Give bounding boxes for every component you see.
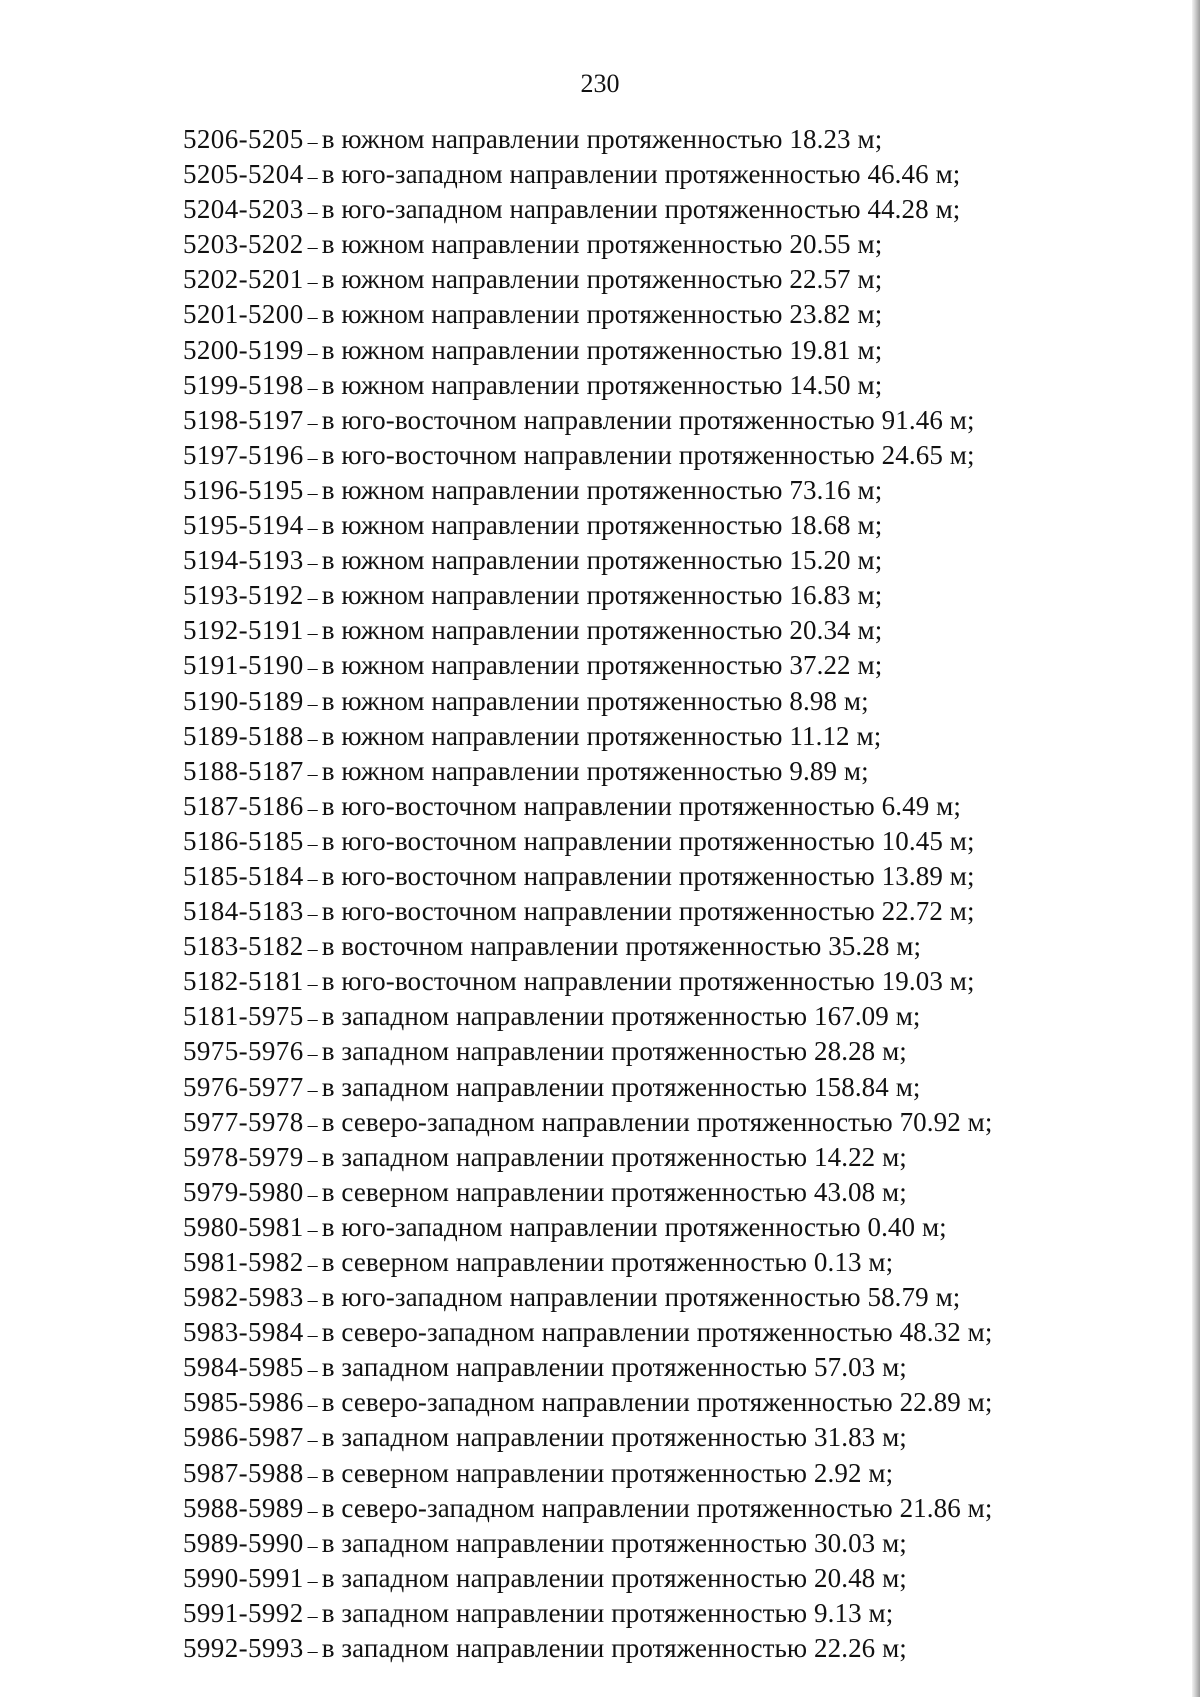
segment-description: в западном направлении протяженностью 57.03 м; bbox=[321, 1352, 907, 1383]
segment-description: в южном направлении протяженностью 14.50 м; bbox=[321, 369, 883, 400]
segment-description: в южном направлении протяженностью 73.16 м; bbox=[321, 474, 883, 505]
segment-point-range: 5200-5199 bbox=[183, 334, 304, 365]
boundary-segment-line bbox=[183, 1035, 992, 1070]
boundary-segment-line bbox=[183, 930, 992, 965]
segment-description: в западном направлении протяженностью 22.26 м; bbox=[321, 1633, 907, 1664]
segment-point-range: 5202-5201 bbox=[183, 264, 304, 295]
segment-dash: – bbox=[307, 797, 318, 820]
segment-point-range: 5982-5983 bbox=[183, 1282, 304, 1313]
segment-description: в западном направлении протяженностью 167.09 м; bbox=[321, 1001, 921, 1032]
boundary-segment-line bbox=[183, 1597, 992, 1632]
segment-description: в западном направлении протяженностью 28.28 м; bbox=[321, 1036, 907, 1067]
segment-dash: – bbox=[307, 1078, 318, 1101]
segment-point-range: 5204-5203 bbox=[183, 194, 304, 225]
boundary-segment-line bbox=[183, 1000, 992, 1035]
boundary-segment-line bbox=[183, 1492, 992, 1527]
segment-description: в южном направлении протяженностью 20.34 м; bbox=[321, 615, 883, 646]
segment-dash: – bbox=[307, 1148, 318, 1171]
segment-description: в северном направлении протяженностью 43.08 м; bbox=[321, 1176, 907, 1207]
boundary-segment-line bbox=[183, 860, 992, 895]
segment-dash: – bbox=[307, 1183, 318, 1206]
segment-dash: – bbox=[307, 271, 318, 294]
boundary-segment-line bbox=[183, 579, 992, 614]
segment-point-range: 5199-5198 bbox=[183, 369, 304, 400]
boundary-segment-line bbox=[183, 614, 992, 649]
boundary-segment-line bbox=[183, 439, 992, 474]
segment-description: в западном направлении протяженностью 30.03 м; bbox=[321, 1527, 907, 1558]
boundary-segment-line bbox=[183, 1562, 992, 1597]
segment-description: в юго-западном направлении протяженностью 44.28 м; bbox=[321, 194, 961, 225]
segment-dash: – bbox=[307, 1218, 318, 1241]
segment-dash: – bbox=[307, 1324, 318, 1347]
boundary-segment-line bbox=[183, 1176, 992, 1211]
segment-description: в северо-западном направлении протяженностью 48.32 м; bbox=[321, 1317, 993, 1348]
scan-page-edge bbox=[1192, 0, 1200, 1697]
boundary-segment-line bbox=[183, 1386, 992, 1421]
page-number: 230 bbox=[580, 69, 620, 98]
segment-dash: – bbox=[307, 622, 318, 645]
boundary-segment-line bbox=[183, 1457, 992, 1492]
boundary-segment-line bbox=[183, 1351, 992, 1386]
segment-description: в южном направлении протяженностью 8.98 м; bbox=[321, 685, 869, 716]
boundary-segment-line bbox=[183, 228, 992, 263]
segment-dash: – bbox=[307, 727, 318, 750]
segment-dash: – bbox=[307, 201, 318, 224]
segment-dash: – bbox=[307, 1640, 318, 1663]
segment-point-range: 5196-5195 bbox=[183, 474, 304, 505]
segment-point-range: 5188-5187 bbox=[183, 755, 304, 786]
segment-point-range: 5201-5200 bbox=[183, 299, 304, 330]
boundary-segment-line bbox=[183, 790, 992, 825]
segment-point-range: 5988-5989 bbox=[183, 1492, 304, 1523]
segment-dash: – bbox=[307, 306, 318, 329]
segment-description: в южном направлении протяженностью 11.12 м; bbox=[321, 720, 882, 751]
segment-description: в юго-восточном направлении протяженностью 13.89 м; bbox=[321, 860, 975, 891]
segment-dash: – bbox=[307, 411, 318, 434]
segment-dash: – bbox=[307, 1043, 318, 1066]
segment-dash: – bbox=[307, 1604, 318, 1627]
segment-dash: – bbox=[307, 517, 318, 540]
segment-point-range: 5193-5192 bbox=[183, 580, 304, 611]
segment-description: в северо-западном направлении протяженностью 21.86 м; bbox=[321, 1492, 993, 1523]
boundary-segment-line bbox=[183, 123, 992, 158]
boundary-segment-line bbox=[183, 404, 992, 439]
boundary-segment-line bbox=[183, 720, 992, 755]
segment-point-range: 5978-5979 bbox=[183, 1141, 304, 1172]
segment-point-range: 5979-5980 bbox=[183, 1176, 304, 1207]
segment-point-range: 5195-5194 bbox=[183, 510, 304, 541]
boundary-segment-line bbox=[183, 649, 992, 684]
boundary-segment-line bbox=[183, 1141, 992, 1176]
segment-description: в западном направлении протяженностью 158.84 м; bbox=[321, 1071, 921, 1102]
segment-description: в южном направлении протяженностью 23.82 м; bbox=[321, 299, 883, 330]
boundary-segment-line bbox=[183, 1211, 992, 1246]
segment-description: в южном направлении протяженностью 19.81 м; bbox=[321, 334, 883, 365]
segment-dash: – bbox=[307, 1534, 318, 1557]
boundary-segment-line bbox=[183, 1421, 992, 1456]
segment-description: в западном направлении протяженностью 31.83 м; bbox=[321, 1422, 907, 1453]
boundary-segment-line bbox=[183, 1071, 992, 1106]
boundary-segment-line bbox=[183, 895, 992, 930]
segment-dash: – bbox=[307, 1499, 318, 1522]
segment-description: в южном направлении протяженностью 20.55 м; bbox=[321, 229, 883, 260]
segment-point-range: 5197-5196 bbox=[183, 439, 304, 470]
segment-description: в восточном направлении протяженностью 35.28 м; bbox=[321, 931, 922, 962]
boundary-segment-line bbox=[183, 1106, 992, 1141]
segment-description: в северном направлении протяженностью 0.13 м; bbox=[321, 1247, 894, 1277]
segment-dash: – bbox=[307, 1464, 318, 1487]
segment-point-range: 5989-5990 bbox=[183, 1527, 304, 1558]
boundary-segment-line bbox=[183, 369, 992, 404]
segment-description: в южном направлении протяженностью 15.20 м; bbox=[321, 545, 883, 576]
segment-point-range: 5980-5981 bbox=[183, 1211, 304, 1242]
boundary-segment-line bbox=[183, 1281, 992, 1316]
segment-description: в юго-западном направлении протяженностью 46.46 м; bbox=[321, 159, 961, 190]
boundary-segment-line bbox=[183, 263, 992, 298]
segment-dash: – bbox=[307, 236, 318, 259]
segment-description: в южном направлении протяженностью 18.68 м; bbox=[321, 510, 883, 541]
segment-description: в южном направлении протяженностью 22.57 м; bbox=[321, 264, 883, 295]
segment-dash: – bbox=[307, 376, 318, 399]
segment-point-range: 5205-5204 bbox=[183, 159, 304, 190]
segment-dash: – bbox=[307, 1359, 318, 1382]
boundary-segment-line bbox=[183, 509, 992, 544]
boundary-segment-line bbox=[183, 334, 992, 369]
segment-point-range: 5983-5984 bbox=[183, 1317, 304, 1348]
segment-description: в южном направлении протяженностью 9.89 м; bbox=[321, 755, 869, 786]
segment-description: в юго-восточном направлении протяженностью 6.49 м; bbox=[321, 790, 961, 821]
segment-description: в юго-восточном направлении протяженностью 10.45 м; bbox=[321, 825, 975, 856]
segment-point-range: 5187-5186 bbox=[183, 790, 304, 821]
segment-dash: – bbox=[307, 341, 318, 364]
segment-point-range: 5192-5191 bbox=[183, 615, 304, 646]
segment-dash: – bbox=[307, 903, 318, 926]
boundary-segment-line bbox=[183, 825, 992, 860]
segment-point-range: 5991-5992 bbox=[183, 1597, 304, 1628]
segment-point-range: 5203-5202 bbox=[183, 229, 304, 260]
segment-dash: – bbox=[307, 832, 318, 855]
boundary-segment-line bbox=[183, 685, 992, 720]
segment-point-range: 5183-5182 bbox=[183, 931, 304, 962]
segment-description: в северном направлении протяженностью 2.92 м; bbox=[321, 1457, 894, 1488]
boundary-segment-line bbox=[183, 755, 992, 790]
segment-dash: – bbox=[307, 446, 318, 469]
segment-point-range: 5992-5993 bbox=[183, 1633, 304, 1664]
segment-point-range: 5984-5985 bbox=[183, 1352, 304, 1383]
segment-dash: – bbox=[307, 481, 318, 504]
segment-point-range: 5181-5975 bbox=[183, 1001, 304, 1032]
segment-dash: – bbox=[307, 552, 318, 575]
segment-point-range: 5981-5982 bbox=[183, 1247, 304, 1277]
segment-point-range: 5182-5181 bbox=[183, 966, 304, 997]
boundary-segment-line bbox=[183, 474, 992, 509]
segment-dash: – bbox=[307, 657, 318, 680]
segment-description: в западном направлении протяженностью 14.22 м; bbox=[321, 1141, 907, 1172]
segment-description: в западном направлении протяженностью 9.13 м; bbox=[321, 1597, 894, 1628]
segment-point-range: 5185-5184 bbox=[183, 860, 304, 891]
boundary-segment-line bbox=[183, 965, 992, 1000]
segment-dash: – bbox=[307, 166, 318, 189]
segment-description: в южном направлении протяженностью 18.23 м; bbox=[321, 124, 883, 154]
segment-description: в западном направлении протяженностью 20.48 м; bbox=[321, 1562, 907, 1593]
boundary-segment-list bbox=[183, 123, 992, 1667]
segment-point-range: 5189-5188 bbox=[183, 720, 304, 751]
segment-point-range: 5975-5976 bbox=[183, 1036, 304, 1067]
segment-dash: – bbox=[307, 1569, 318, 1592]
boundary-segment-line bbox=[183, 1316, 992, 1351]
segment-dash: – bbox=[307, 587, 318, 610]
segment-point-range: 5190-5189 bbox=[183, 685, 304, 716]
segment-point-range: 5990-5991 bbox=[183, 1562, 304, 1593]
segment-point-range: 5976-5977 bbox=[183, 1071, 304, 1102]
segment-point-range: 5985-5986 bbox=[183, 1387, 304, 1418]
segment-point-range: 5986-5987 bbox=[183, 1422, 304, 1453]
segment-point-range: 5977-5978 bbox=[183, 1106, 304, 1137]
segment-point-range: 5186-5185 bbox=[183, 825, 304, 856]
segment-description: в юго-западном направлении протяженностью 0.40 м; bbox=[321, 1211, 947, 1242]
segment-description: в южном направлении протяженностью 37.22 м; bbox=[321, 650, 883, 681]
segment-dash: – bbox=[307, 1113, 318, 1136]
boundary-segment-line bbox=[183, 544, 992, 579]
segment-dash: – bbox=[307, 131, 318, 153]
segment-dash: – bbox=[307, 1254, 318, 1276]
segment-description: в южном направлении протяженностью 16.83 м; bbox=[321, 580, 883, 611]
segment-dash: – bbox=[307, 1008, 318, 1031]
segment-description: в северо-западном направлении протяженностью 70.92 м; bbox=[321, 1106, 993, 1137]
segment-description: в юго-западном направлении протяженностью 58.79 м; bbox=[321, 1282, 961, 1313]
segment-point-range: 5191-5190 bbox=[183, 650, 304, 681]
boundary-segment-line bbox=[183, 1246, 992, 1281]
segment-dash: – bbox=[307, 1429, 318, 1452]
segment-dash: – bbox=[307, 1394, 318, 1417]
segment-point-range: 5198-5197 bbox=[183, 404, 304, 435]
boundary-segment-line bbox=[183, 158, 992, 193]
segment-dash: – bbox=[307, 762, 318, 785]
segment-dash: – bbox=[307, 938, 318, 961]
segment-point-range: 5987-5988 bbox=[183, 1457, 304, 1488]
segment-dash: – bbox=[307, 692, 318, 715]
segment-description: в юго-восточном направлении протяженностью 19.03 м; bbox=[321, 966, 975, 997]
segment-description: в юго-восточном направлении протяженностью 24.65 м; bbox=[321, 439, 975, 470]
segment-dash: – bbox=[307, 867, 318, 890]
boundary-segment-line bbox=[183, 193, 992, 228]
segment-dash: – bbox=[307, 973, 318, 996]
segment-description: в северо-западном направлении протяженностью 22.89 м; bbox=[321, 1387, 993, 1418]
segment-dash: – bbox=[307, 1289, 318, 1312]
boundary-segment-line bbox=[183, 1527, 992, 1562]
boundary-segment-line bbox=[183, 298, 992, 333]
segment-description: в юго-восточном направлении протяженностью 22.72 м; bbox=[321, 896, 975, 927]
segment-point-range: 5184-5183 bbox=[183, 896, 304, 927]
segment-point-range: 5206-5205 bbox=[183, 124, 304, 154]
boundary-segment-line bbox=[183, 1632, 992, 1667]
segment-point-range: 5194-5193 bbox=[183, 545, 304, 576]
segment-description: в юго-восточном направлении протяженностью 91.46 м; bbox=[321, 404, 975, 435]
